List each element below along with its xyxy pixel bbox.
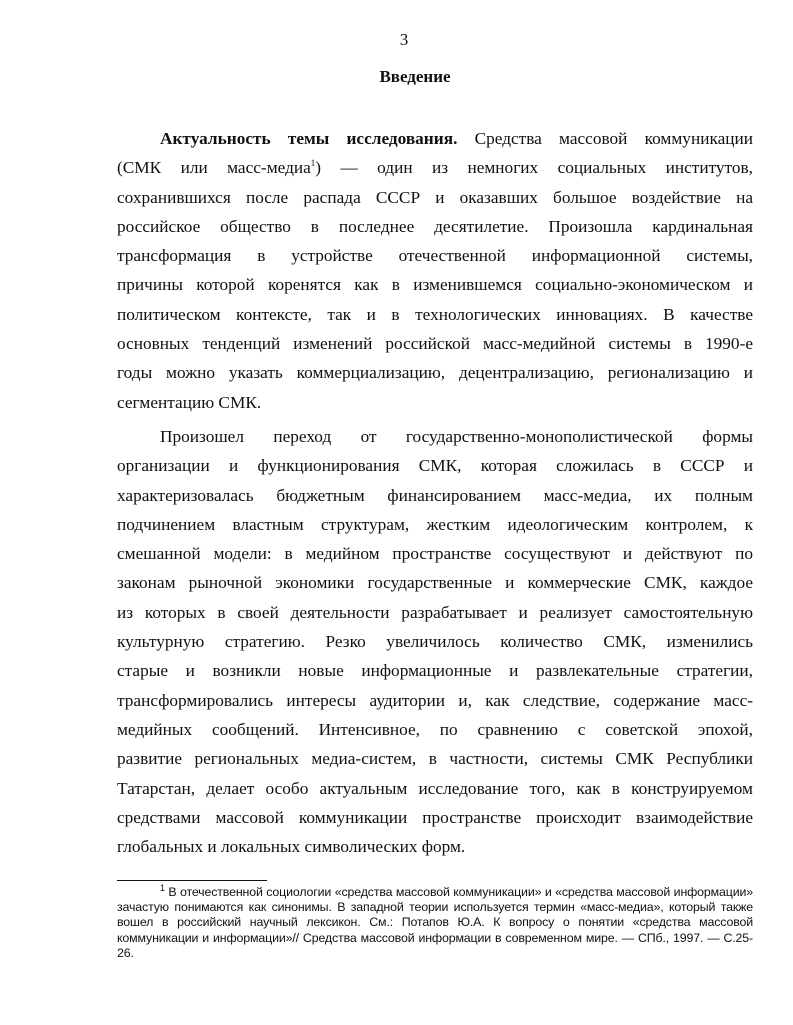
paragraph-line: сохранившихся после распада СССР и оказавших большое воздействие на <box>117 187 753 207</box>
paragraph-line: подчинением властным структурам, жестким идеологическим контролем, к <box>117 514 753 534</box>
paragraph-line: глобальных и локальных символических форм. <box>117 837 466 857</box>
body-text <box>117 124 753 861</box>
paragraph-line: причины которой коренятся как в изменившемся социально-экономическом и <box>117 275 753 295</box>
paragraph-line: развитие региональных медиа-систем, в частности, системы СМК Республики <box>117 749 753 769</box>
paragraph-line: трансформировались интересы аудитории и, как следствие, содержание масс- <box>117 690 753 710</box>
paragraph-line: Произошел переход от государственно-монополистической формы <box>160 426 753 446</box>
footnote-divider <box>117 880 267 881</box>
footnote-line: 26. <box>117 945 134 960</box>
footnote-ref[interactable]: 1 <box>310 158 316 169</box>
footnote-line: коммуникации и информации»// Средства массовой информации в современном мире. — СПб., 1997. — С.25- <box>117 930 753 945</box>
section-title: Введение <box>379 67 451 86</box>
paragraph-line: годы можно указать коммерциализацию, децентрализацию, регионализацию и <box>117 363 753 383</box>
paragraph-line: трансформация в устройстве отечественной информационной системы, <box>117 246 753 266</box>
paragraph-line: Актуальность темы исследования. Средства массовой коммуникации <box>160 129 753 148</box>
paragraph-line: старые и возникли новые информационные и развлекательные стратегии, <box>117 661 753 681</box>
page-number: 3 <box>399 30 409 49</box>
paragraph-line: характеризовалась бюджетным финансированием масс-медиа, их полным <box>117 485 753 505</box>
paragraph-line: основных тенденций изменений российской масс-медийной системы в 1990-е <box>117 334 753 354</box>
paragraph-line: (СМК или масс-медиа$^1$) — один из немногих социальных институтов, <box>117 158 753 178</box>
lead-heading: Актуальность темы исследования. <box>160 129 458 148</box>
footnote-line: вошел в российский научный лексикон. См.: Потапов Ю.А. К вопросу о понятии «средства массовой <box>117 915 753 930</box>
paragraph-line: средствами массовой коммуникации пространстве происходит взаимодействие <box>117 807 753 827</box>
paragraph-line: из которых в своей деятельности разрабатывает и реализует самостоятельную <box>117 602 753 622</box>
paragraph-line: смешанной модели: в медийном пространстве сосуществуют и действуют по <box>117 544 753 564</box>
footnote-line: $^1$ В отечественной социологии «средства массовой коммуникации» и «средства массовой информации» <box>160 882 753 899</box>
paragraph-line: политическом контексте, так и в технологических инновациях. В качестве <box>117 304 753 324</box>
footnote <box>117 882 753 961</box>
paragraph-line: медийных сообщений. Интенсивное, по сравнению с советской эпохой, <box>117 719 753 739</box>
paragraph-line: Татарстан, делает особо актуальным исследование того, как в конструируемом <box>117 778 753 798</box>
paragraph-line: культурную стратегию. Резко увеличилось количество СМК, изменились <box>117 632 753 652</box>
paragraph-line: российское общество в последнее десятилетие. Произошла кардинальная <box>117 216 753 236</box>
paragraph-line: законам рыночной экономики государственные и коммерческие СМК, каждое <box>117 573 753 593</box>
paragraph-line: организации и функционирования СМК, которая сложилась в СССР и <box>117 456 753 476</box>
footnote-line: зачастую понимаются как синонимы. В западной теории используется термин «масс-медиа», который также <box>117 900 753 915</box>
paragraph-line: сегментацию СМК. <box>117 392 262 412</box>
